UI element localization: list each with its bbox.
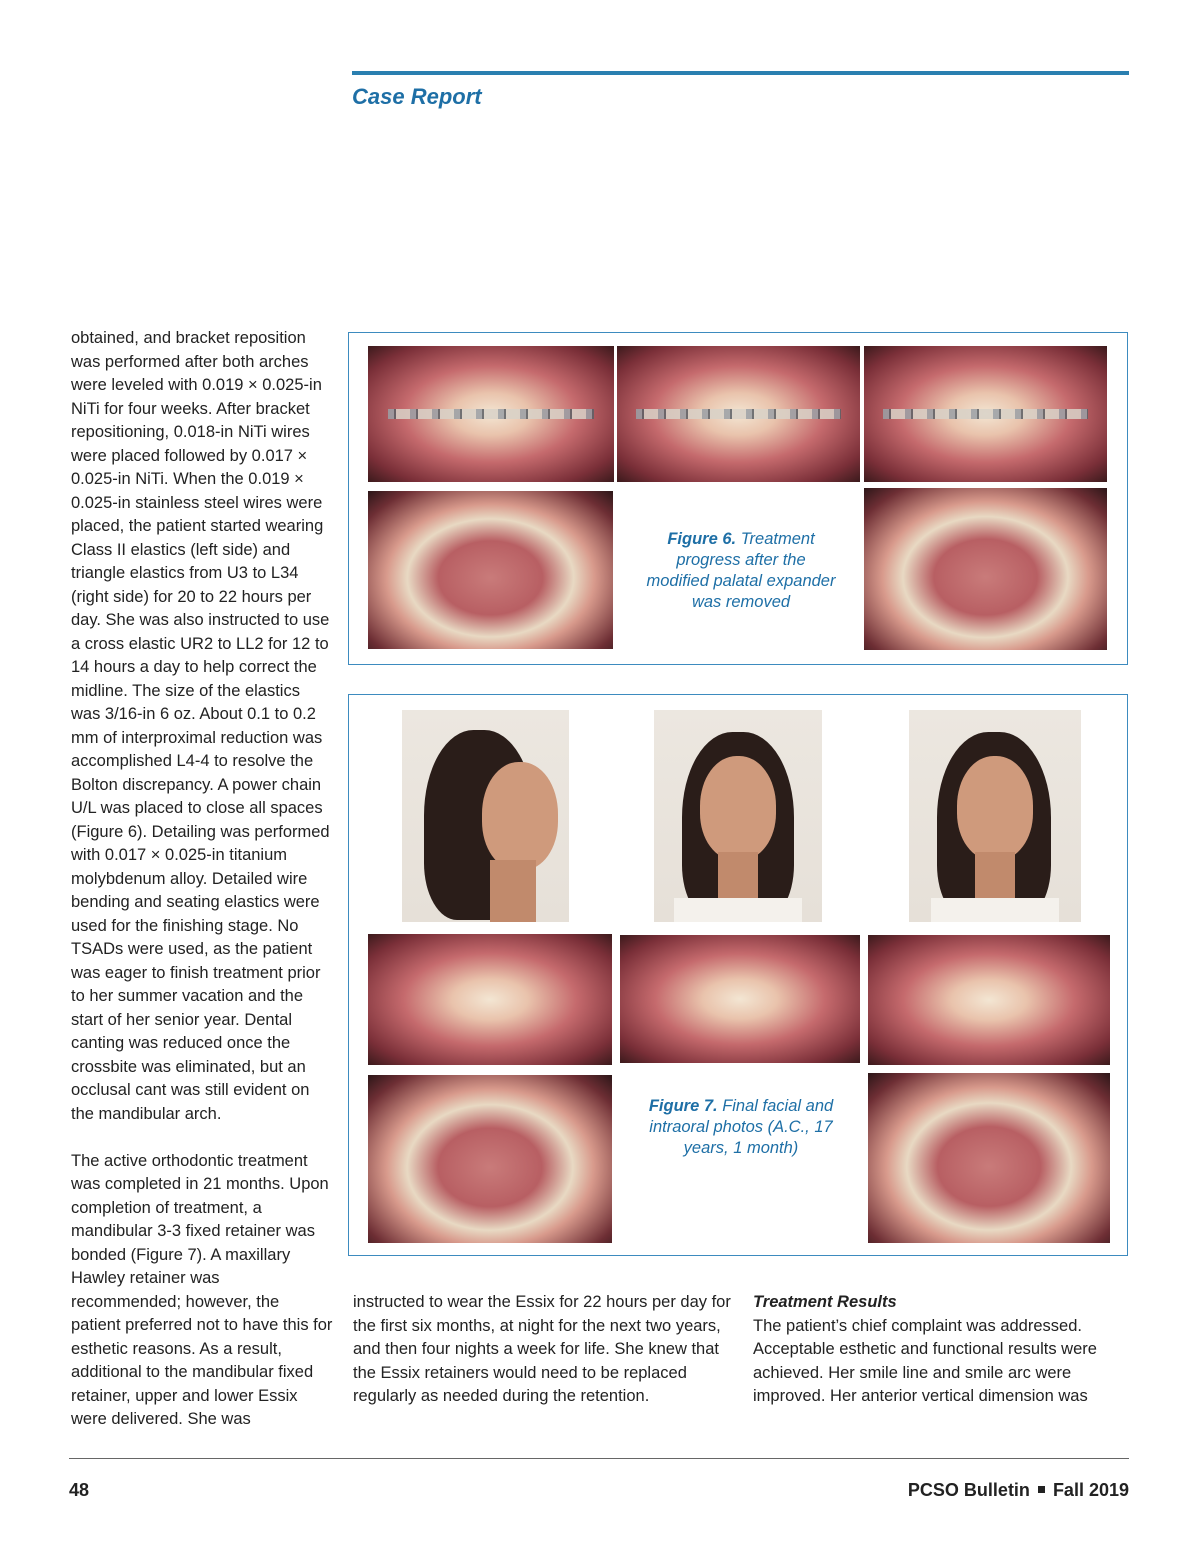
separator-square-icon bbox=[1038, 1486, 1045, 1493]
body-paragraph: The patient’s chief complaint was addressed. Acceptable esthetic and functional results were achieved. Her smile line and smile arc were improved. Her anterior vertical dimension was bbox=[753, 1316, 1097, 1405]
photo-maxillary-occlusal-final bbox=[368, 1075, 612, 1243]
body-column-1 bbox=[71, 327, 333, 1432]
figure-6-caption bbox=[645, 529, 837, 613]
figure-6-text: Treatment progress after the modified palatal expander was removed bbox=[646, 530, 836, 611]
body-column-3 bbox=[753, 1291, 1129, 1409]
photo-intraoral-frontal-final bbox=[620, 935, 860, 1063]
photo-intraoral-left-final bbox=[868, 935, 1110, 1065]
header-rule bbox=[352, 71, 1129, 75]
photo-mandibular-occlusal-final bbox=[868, 1073, 1110, 1243]
issue-date: Fall 2019 bbox=[1052, 1480, 1129, 1500]
figure-6-label: Figure 6. bbox=[667, 530, 737, 548]
section-label: Case Report bbox=[352, 84, 482, 109]
section-heading-treatment-results: Treatment Results bbox=[753, 1293, 897, 1311]
footer-rule bbox=[69, 1458, 1129, 1459]
body-paragraph: instructed to wear the Essix for 22 hours per day for the first six months, at night for the next two years, and then four nights a week for life. She knew that the Essix retainers would need to be replaced regularly as needed during the retention. bbox=[353, 1293, 731, 1405]
publication-name: PCSO Bulletin bbox=[907, 1480, 1030, 1500]
photo-face-profile bbox=[402, 710, 569, 922]
photo-intraoral-frontal-braces bbox=[617, 346, 860, 482]
photo-face-frontal bbox=[654, 710, 822, 922]
page-number: 48 bbox=[69, 1480, 90, 1500]
figure-7-caption bbox=[641, 1096, 841, 1159]
figure-7 bbox=[348, 694, 1128, 1256]
photo-intraoral-right-final bbox=[368, 934, 612, 1065]
body-column-2 bbox=[353, 1291, 733, 1409]
photo-intraoral-right-braces bbox=[368, 346, 614, 482]
photo-face-smiling bbox=[909, 710, 1081, 922]
body-paragraph: The active orthodontic treatment was completed in 21 months. Upon completion of treatment, a mandibular 3-3 fixed retainer was bonded (Figure 7). A maxillary Hawley retainer was recommended; however, the patient preferred not to have this for esthetic reasons. As a result, additional to the mandibular fixed retainer, upper and lower Essix were delivered. She was bbox=[71, 1151, 333, 1428]
footer-publication bbox=[908, 1480, 1129, 1501]
photo-intraoral-left-braces bbox=[864, 346, 1107, 482]
photo-mandibular-occlusal-braces bbox=[864, 488, 1107, 650]
photo-maxillary-occlusal-braces bbox=[368, 491, 613, 649]
figure-6 bbox=[348, 332, 1128, 665]
figure-7-label: Figure 7. bbox=[648, 1097, 718, 1115]
body-paragraph: obtained, and bracket reposition was performed after both arches were leveled with 0.019 × 0.025-in NiTi for four weeks. After bracket repositioning, 0.018-in NiTi wires were placed followed by 0.017 × 0.025-in NiTi. When the 0.019 × 0.025-in stainless steel wires were placed, the patient started wearing Class II elastics (left side) and triangle elastics from U3 to L34 (right side) for 20 to 22 hours per day. She was also instructed to use a cross elastic UR2 to LL2 for 12 to 14 hours a day to help correct the midline. The size of the elastics was 3/16-in 6 oz. About 0.1 to 0.2 mm of interproximal reduction was accomplished L4-4 to resolve the Bolton discrepancy. A power chain U/L was placed to close all spaces (Figure 6). Detailing was performed with 0.017 × 0.025-in titanium molybdenum alloy. Detailed wire bending and seating elastics were used for the finishing stage. No TSADs were used, as the patient was eager to finish treatment prior to her summer vacation and the start of her senior year. Dental canting was reduced once the crossbite was eliminated, but an occlusal cant was still evident on the mandibular arch. bbox=[71, 329, 330, 1123]
figure-7-text: Final facial and intraoral photos (A.C., 17 years, 1 month) bbox=[649, 1097, 834, 1157]
